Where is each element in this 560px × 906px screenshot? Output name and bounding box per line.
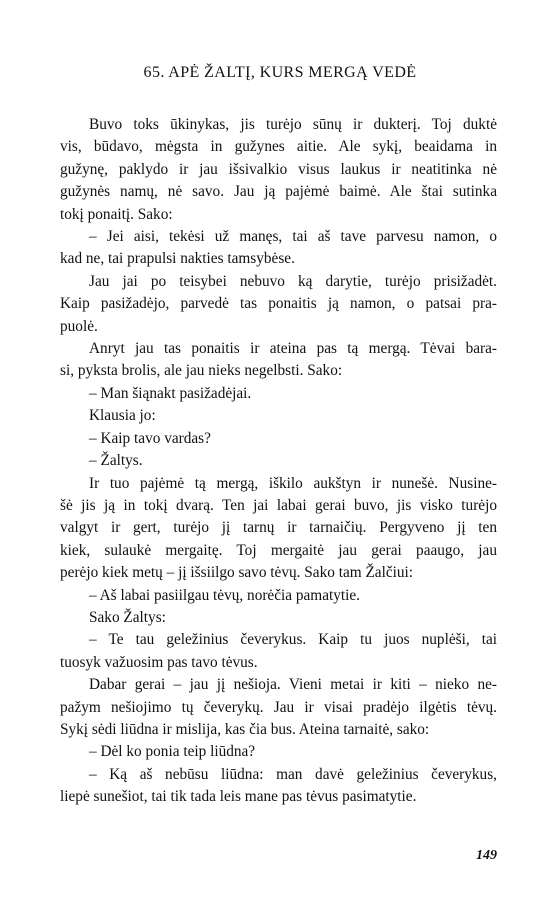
paragraph: [60, 764, 497, 809]
text-line: perėjo kiek metų – jį išsiilgo savo tėvų. Sako tam Žalčiui:: [60, 564, 414, 582]
text-line: valgyt ir gert, turėjo jį tarnų ir tarnaičių. Pergyveno jį ten: [60, 519, 497, 537]
text-line: šė jis ją in tokį dvarą. Ten jai labai gerai buvo, jis visko turėjo: [60, 496, 497, 514]
paragraph: [60, 473, 497, 585]
text-line: si, pyksta brolis, ale jau nieks negelbsti. Sako:: [60, 362, 343, 380]
text-line: gužynę, paklydo ir jau išsivalkio visus laukus ir neatitinka nė: [60, 160, 497, 178]
text-line: – Žaltys.: [89, 452, 143, 470]
page-number: 149: [476, 848, 497, 863]
paragraph: [60, 383, 497, 405]
text-line: kad ne, tai prapulsi nakties tamsybėse.: [60, 250, 295, 268]
text-line: liepė sunešiot, tai tik tada leis mane pas tėvus pasimatytie.: [60, 788, 417, 806]
text-line: – Ką aš nebūsu liūdna: man davė geležinius čeverykus,: [89, 765, 497, 783]
paragraph: [60, 607, 497, 629]
paragraph: [60, 271, 497, 338]
text-line: tokį ponaitį. Sako:: [60, 205, 173, 223]
text-line: Anryt jau tas ponaitis ir ateina pas tą mergą. Tėvai bara-: [89, 340, 497, 358]
text-line: – Te tau geležinius čeverykus. Kaip tu juos nuplėši, tai: [89, 631, 497, 649]
text-line: Dabar gerai – jau jį nešioja. Vieni metai ir kiti – nieko ne-: [89, 676, 497, 694]
chapter-title: 65. APĖ ŽALTĮ, KURS MERGĄ VEDĖ: [143, 64, 417, 81]
text-line: – Jei aisi, tekėsi už manęs, tai aš tave parvesu namon, o: [89, 228, 497, 246]
text-line: – Aš labai pasiilgau tėvų, norėčia pamatytie.: [89, 586, 361, 604]
text-line: Klausia jo:: [89, 407, 156, 425]
text-line: Jau jai po teisybei nebuvo ką darytie, turėjo prisižadėt.: [89, 272, 497, 290]
paragraph: [60, 450, 497, 472]
text-line: – Man šiąnakt pasižadėjai.: [89, 384, 252, 402]
text-line: Ir tuo pajėmė tą mergą, iškilo aukštyn ir nunešė. Nusine-: [89, 474, 497, 492]
text-line: gužynės namų, nė savo. Jau ją pajėmė baimė. Ale štai sutinka: [60, 183, 497, 201]
text-line: Sako Žaltys:: [89, 608, 166, 626]
text-line: – Dėl ko ponia teip liūdna?: [89, 743, 256, 761]
paragraph: [60, 674, 497, 741]
paragraph: [60, 405, 497, 427]
paragraph: [60, 226, 497, 271]
paragraph: [60, 741, 497, 763]
text-line: Buvo toks ūkinykas, jis turėjo sūnų ir dukterį. Toj duktė: [89, 116, 497, 133]
body-text: [60, 114, 497, 809]
paragraph: [60, 114, 497, 226]
text-line: pažym nešiojimo tų čeverykų. Jau ir visai pradėjo ilgėtis tėvų.: [60, 698, 497, 716]
text-line: – Kaip tavo vardas?: [89, 429, 211, 447]
paragraph: [60, 338, 497, 383]
paragraph: [60, 629, 497, 674]
text-line: puolė.: [60, 317, 98, 335]
paragraph: [60, 585, 497, 607]
text-line: tuosyk važuosim pas tavo tėvus.: [60, 653, 258, 671]
text-line: kiek, sulaukė mergaitę. Toj mergaitė jau gerai paaugo, jau: [60, 541, 497, 559]
text-line: vis, būdavo, mėgsta in gužynes aitie. Ale sykį, beaidama in: [60, 138, 497, 156]
paragraph: [60, 428, 497, 450]
text-line: Kaip pasižadėjo, parvedė tas ponaitis ją namon, o patsai pra-: [60, 295, 497, 313]
text-line: Sykį sėdi liūdna ir mislija, kas čia bus. Ateina tarnaitė, sako:: [60, 720, 430, 738]
